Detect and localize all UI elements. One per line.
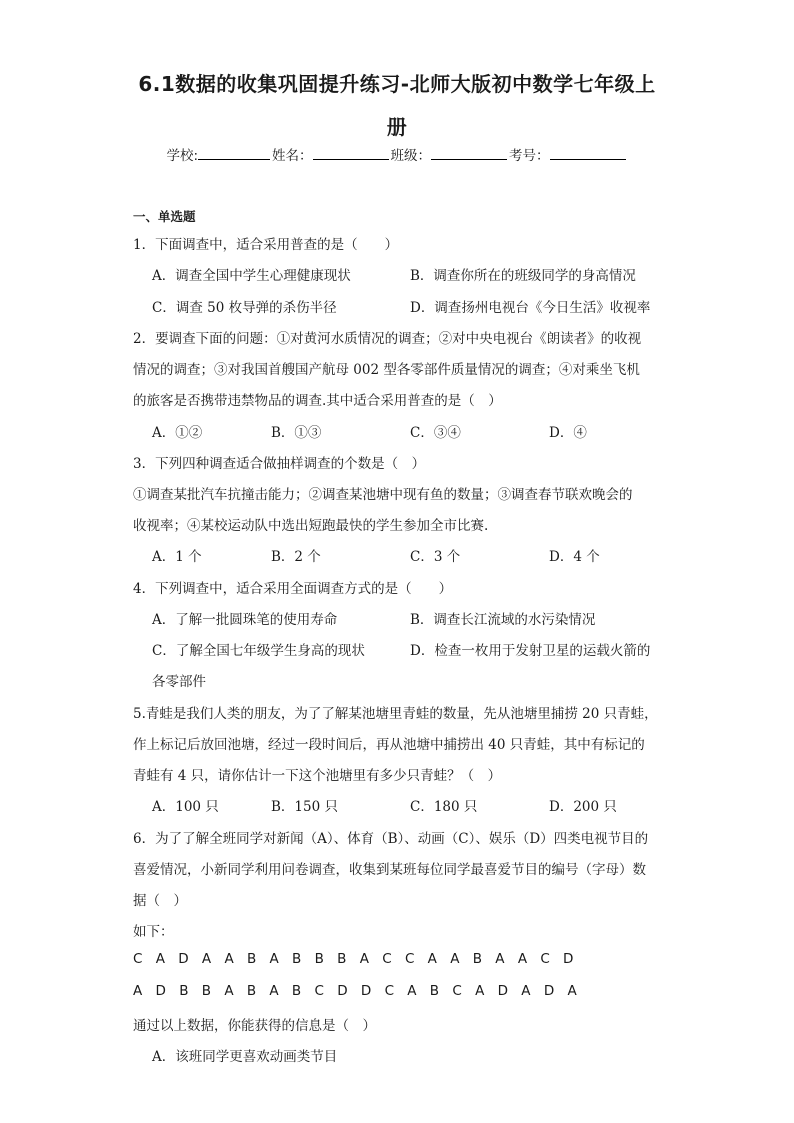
q2-stem-line1: 2．要调查下面的问题：①对黄河水质情况的调查；②对中央电视台《朗读者》的收视: [133, 331, 642, 347]
q4-option-d[interactable]: D．检查一枚用于发射卫星的运载火箭的: [410, 643, 651, 659]
q6-stem-line4: 如下：: [133, 924, 174, 940]
q2-stem-line3: 的旅客是否携带违禁物品的调查.其中适合采用普查的是（ ）: [133, 393, 502, 409]
number-label: 考号：: [509, 148, 550, 164]
q3-body-line2: 收视率；④某校运动队中选出短跑最快的学生参加全市比赛.: [133, 518, 489, 534]
q2-option-d[interactable]: D．④: [549, 425, 587, 441]
q5-stem-line1: 5.青蛙是我们人类的朋友，为了了解某池塘里青蛙的数量，先从池塘里捕捞 20 只青蛙，: [133, 706, 658, 722]
q2-option-c[interactable]: C．③④: [410, 425, 461, 441]
q6-stem-line3: 据（ ）: [133, 893, 187, 909]
q6-stem-line1: 6．为了了解全班同学对新闻（A）、体育（B）、动画（C）、娱乐（D）四类电视节目的: [133, 831, 649, 847]
class-label: 班级：: [390, 148, 432, 164]
name-blank[interactable]: [313, 145, 389, 160]
q5-option-b[interactable]: B．150 只: [271, 799, 338, 815]
school-label: 学校:: [166, 148, 199, 164]
page-title-line1: 6.1数据的收集巩固提升练习-北师大版初中数学七年级上: [138, 72, 656, 96]
q3-option-a[interactable]: A．1 个: [152, 549, 202, 565]
page-title-line2: 册: [386, 115, 408, 139]
student-info-row: [0, 144, 794, 164]
q4-option-d-cont: 各零部件: [152, 674, 206, 690]
q6-data-sequence-2: A D B B A B A B C D D C A B C A D A D A: [133, 983, 578, 999]
q4-option-a[interactable]: A．了解一批圆珠笔的使用寿命: [152, 612, 338, 628]
q5-option-a[interactable]: A．100 只: [152, 799, 219, 815]
q3-option-b[interactable]: B．2 个: [271, 549, 321, 565]
q3-option-c[interactable]: C．3 个: [410, 549, 461, 565]
q4-option-c[interactable]: C．了解全国七年级学生身高的现状: [152, 643, 365, 659]
q3-option-d[interactable]: D．4 个: [549, 549, 600, 565]
q1-option-a[interactable]: A．调查全国中学生心理健康现状: [152, 268, 351, 284]
q2-stem-line2: 情况的调查；③对我国首艘国产航母 002 型各零部件质量情况的调查；④对乘坐飞机: [133, 362, 640, 378]
q1-stem: 1．下面调查中，适合采用普查的是（ ）: [133, 237, 399, 253]
q6-option-a[interactable]: A．该班同学更喜欢动画类节目: [152, 1049, 338, 1065]
q5-option-d[interactable]: D．200 只: [549, 799, 617, 815]
q6-stem-line2: 喜爱情况，小新同学利用问卷调查，收集到某班每位同学最喜爱节目的编号（字母）数: [133, 862, 646, 878]
class-blank[interactable]: [431, 145, 507, 160]
number-blank[interactable]: [550, 145, 626, 160]
q5-stem-line3: 青蛙有 4 只，请你估计一下这个池塘里有多少只青蛙？（ ）: [133, 768, 502, 784]
q1-option-b[interactable]: B．调查你所在的班级同学的身高情况: [410, 268, 636, 284]
q6-data-sequence-1: C A D A A B A B B B A C C A A B A A C D: [133, 951, 574, 967]
q4-stem: 4．下列调查中，适合采用全面调查方式的是（ ）: [133, 581, 453, 597]
q2-option-b[interactable]: B．①③: [271, 425, 322, 441]
school-blank[interactable]: [198, 145, 270, 160]
q5-option-c[interactable]: C．180 只: [410, 799, 478, 815]
q1-option-d[interactable]: D．调查扬州电视台《今日生活》收视率: [410, 300, 651, 316]
q6-stem-line5: 通过以上数据，你能获得的信息是（ ）: [133, 1018, 376, 1034]
q3-stem: 3．下列四种调查适合做抽样调查的个数是（ ）: [133, 456, 426, 472]
q2-option-a[interactable]: A．①②: [152, 425, 203, 441]
name-label: 姓名：: [272, 148, 313, 164]
q3-body-line1: ①调查某批汽车抗撞击能力；②调查某池塘中现有鱼的数量；③调查春节联欢晚会的: [133, 487, 633, 503]
section-heading: 一、单选题: [133, 209, 196, 224]
q4-option-b[interactable]: B．调查长江流域的水污染情况: [410, 612, 596, 628]
q1-option-c[interactable]: C．调查 50 枚导弹的杀伤半径: [152, 300, 337, 316]
q5-stem-line2: 作上标记后放回池塘，经过一段时间后，再从池塘中捕捞出 40 只青蛙，其中有标记的: [133, 737, 645, 753]
